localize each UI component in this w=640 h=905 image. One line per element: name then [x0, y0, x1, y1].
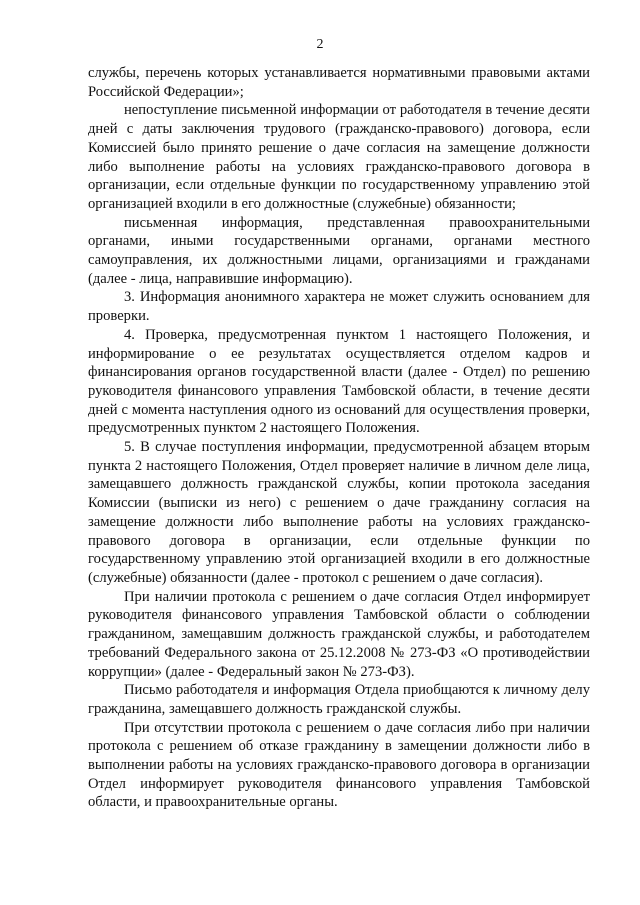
paragraph-continuation: службы, перечень которых устанавливается нормативными правовыми актами Российской Федерации»; — [88, 65, 590, 100]
paragraph-item-4: 4. Проверка, предусмотренная пунктом 1 настоящего Положения, и информирование о ее результатах осуществляется отделом кадров и финансирования органов государственной власти (далее - Отдел) по решению руководителя финансового управления Тамбовской области, в течение десяти дней с момента наступления одного из оснований для осуществления проверки, предусмотренных пунктом 2 настоящего Положения. — [88, 326, 590, 437]
paragraph-item-3: 3. Информация анонимного характера не может служить основанием для проверки. — [88, 289, 590, 325]
paragraph-no-protocol: При отсутствии протокола с решением о даче согласия либо при наличии протокола с решением об отказе гражданину в замещении должности либо в выполнении работы на условиях гражданско-правового договора в организации Отдел информирует руководителя финансового управления Тамбовской области, и правоохранительные органы. — [88, 719, 590, 811]
page-number: 2 — [316, 37, 324, 52]
paragraph-written-info: письменная информация, представленная правоохранительными органами, иными государственными органами, органами местного самоуправления, их должностными лицами, организациями и гражданами (далее - лица, направившие информацию). — [88, 214, 590, 287]
document-body — [88, 64, 590, 812]
paragraph-personal-file: Письмо работодателя и информация Отдела приобщаются к личному делу гражданина, замещавшего должность гражданской службы. — [88, 682, 590, 717]
paragraph-item-5: 5. В случае поступления информации, предусмотренной абзацем вторым пункта 2 настоящего Положения, Отдел проверяет наличие в личном деле лица, замещавшего должность гражданской службы, копии протокола заседания Комиссии (выписки из него) с решением о даче гражданину согласия на замещение должности либо выполнение работы на условиях гражданско-правового договора в организации, если отдельные функции по государственному управлению этой организацией входили в его должностные (служебные) обязанности (далее - протокол с решением о даче согласия). — [88, 439, 590, 586]
paragraph-no-written-info: непоступление письменной информации от работодателя в течение десяти дней с даты заключения трудового (гражданско-правового) договора, если Комиссией было принято решение о даче согласия на замещение должности либо выполнение работы на условиях гражданско-правового договора в организации, если отдельные функции по государственному управлению этой организацией входили в его должностные (служебные) обязанности; — [88, 102, 590, 212]
paragraph-consent-protocol: При наличии протокола с решением о даче согласия Отдел информирует руководителя финансового управления Тамбовской области о соблюдении гражданином, замещавшим должность гражданской службы, и работодателем требований Федерального закона от 25.12.2008 № 273-ФЗ «О противодействии коррупции» (далее - Федеральный закон № 273-ФЗ). — [88, 588, 590, 680]
